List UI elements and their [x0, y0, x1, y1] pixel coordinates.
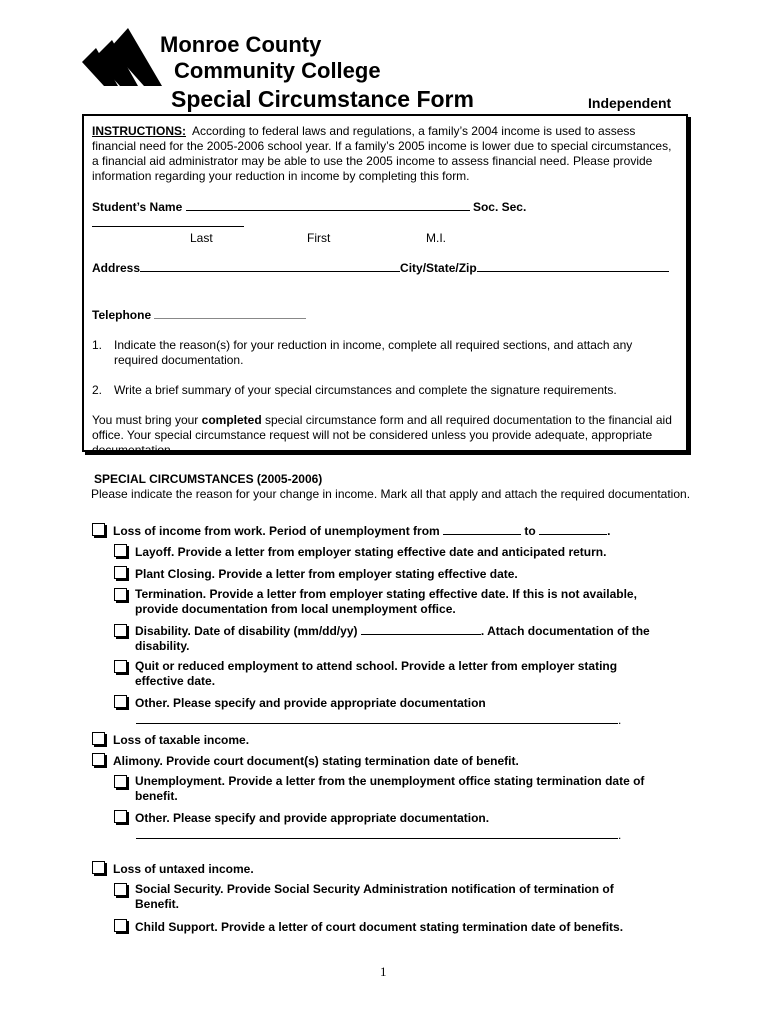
other-taxable-specify-row: . [136, 827, 621, 842]
unemployment-checkbox[interactable] [114, 775, 127, 788]
other-taxable-item [114, 810, 489, 826]
unemployment-from-field[interactable] [443, 523, 521, 535]
social-security-checkbox[interactable] [114, 883, 127, 896]
child-support-item [114, 919, 623, 935]
first-label: First [307, 231, 331, 245]
other-work-label: Other. Please specify and provide appropriate documentation [135, 696, 486, 710]
last-label: Last [190, 231, 213, 245]
soc-sec-field[interactable] [92, 215, 244, 227]
instructions-text [92, 124, 678, 184]
requirement-note-c: special circumstance form and all required documentation to the financial aid office. Your special circumstance request will not be considered unless you provide adequate, appropriate documentation. [92, 413, 672, 457]
telephone-label: Telephone [92, 308, 152, 322]
city-state-zip-label: City/State/Zip [400, 261, 477, 275]
disability-item [114, 623, 674, 654]
requirement-note-emphasis: completed [201, 413, 262, 427]
layoff-checkbox[interactable] [114, 544, 127, 557]
plant-closing-label: Plant Closing. Provide a letter from employer stating effective date. [135, 567, 518, 581]
name-sublabels [92, 231, 678, 246]
unemployment-item [114, 774, 674, 804]
loss-of-work-item: Loss of income from work. Period of unemployment from to . [92, 523, 610, 539]
step-1 [92, 338, 678, 368]
soc-sec-label: Soc. Sec. [472, 200, 527, 214]
disability-date-field[interactable] [361, 623, 481, 635]
instructions-label: INSTRUCTIONS: [92, 124, 186, 138]
other-work-checkbox[interactable] [114, 695, 127, 708]
step-1-text: Indicate the reason(s) for your reduction in income, complete all required sections, and attach any required documentation. [114, 338, 633, 367]
social-security-item [114, 882, 654, 912]
telephone-row [92, 307, 678, 323]
telephone-field[interactable] [154, 307, 306, 319]
step-2 [92, 383, 678, 398]
quit-checkbox[interactable] [114, 660, 127, 673]
alimony-item [92, 753, 519, 769]
other-work-specify-field[interactable] [136, 712, 618, 724]
form-title: Special Circumstance Form [171, 86, 474, 112]
quit-item [114, 659, 654, 689]
child-support-label: Child Support. Provide a letter of court document stating termination date of benefits. [135, 920, 624, 934]
student-name-row [92, 199, 678, 231]
mi-label: M.I. [426, 231, 446, 245]
step-2-number: 2. [92, 383, 103, 397]
other-taxable-checkbox[interactable] [114, 810, 127, 823]
other-taxable-label: Other. Please specify and provide appropriate documentation. [135, 811, 490, 825]
unemployment-label: Unemployment. Provide a letter from the unemployment office stating termination date of benefit. [135, 774, 645, 803]
section-subtitle: Please indicate the reason for your change in income. Mark all that apply and attach the required documentation. [91, 487, 691, 501]
disability-text [135, 623, 674, 654]
address-row [92, 260, 678, 276]
college-logo [82, 28, 162, 86]
termination-label: Termination. Provide a letter from employer stating effective date. If this is not available, provide documentation from local unemployment office. [135, 587, 637, 616]
step-2-text: Write a brief summary of your special circumstances and complete the signature requirements. [114, 383, 617, 397]
student-status: Independent [588, 95, 672, 111]
loss-of-work-label: Loss of income from work. Period of unemployment from [113, 524, 440, 538]
page-number: 1 [380, 964, 387, 979]
address-field[interactable] [140, 260, 400, 272]
requirement-note-a: You must bring your [92, 413, 199, 427]
layoff-item [114, 544, 606, 560]
social-security-label: Social Security. Provide Social Security Administration notification of termination of Benefit. [135, 882, 614, 911]
college-name-line1: Monroe County [160, 32, 322, 57]
disability-checkbox[interactable] [114, 624, 127, 637]
requirement-note [92, 413, 678, 458]
college-name [160, 32, 381, 84]
student-name-label: Student’s Name [92, 200, 183, 214]
other-work-specify-row: . [136, 712, 621, 727]
loss-of-work-checkbox[interactable] [92, 523, 105, 536]
loss-untaxed-item [92, 861, 254, 877]
section-title: SPECIAL CIRCUMSTANCES (2005-2006) [94, 472, 323, 486]
unemployment-to-field[interactable] [539, 523, 607, 535]
city-state-zip-field[interactable] [477, 260, 669, 272]
step-1-number: 1. [92, 338, 103, 352]
student-name-field[interactable] [186, 199, 470, 211]
child-support-checkbox[interactable] [114, 919, 127, 932]
plant-closing-checkbox[interactable] [114, 566, 127, 579]
loss-taxable-checkbox[interactable] [92, 732, 105, 745]
other-taxable-specify-field[interactable] [136, 827, 618, 839]
loss-untaxed-checkbox[interactable] [92, 861, 105, 874]
alimony-label: Alimony. Provide court document(s) stating termination date of benefit. [113, 754, 519, 768]
to-label: to [524, 524, 536, 538]
college-name-line2: Community College [174, 58, 381, 83]
plant-closing-item [114, 566, 518, 582]
instructions-body: According to federal laws and regulations, a family’s 2004 income is used to assess financial need for the 2005-2006 school year. If a family’s 2005 income is lower due to special circumstances, a financial aid administrator may be able to use the 2005 income to assess financial need. Please provide information regarding your reduction in income by completing this form. [92, 124, 672, 183]
loss-untaxed-label: Loss of untaxed income. [113, 862, 254, 876]
termination-item [114, 587, 674, 617]
instructions-box [82, 114, 688, 457]
quit-label: Quit or reduced employment to attend school. Provide a letter from employer stating effective date. [135, 659, 618, 688]
other-work-item [114, 695, 486, 711]
layoff-label: Layoff. Provide a letter from employer stating effective date and anticipated return. [135, 545, 607, 559]
loss-taxable-item [92, 732, 249, 748]
disability-label: Disability. Date of disability (mm/dd/yy) [135, 624, 358, 638]
alimony-checkbox[interactable] [92, 753, 105, 766]
address-label: Address [92, 261, 141, 275]
loss-taxable-label: Loss of taxable income. [113, 733, 250, 747]
disability-label-b: . Attach documentation of the disability. [135, 624, 650, 653]
termination-checkbox[interactable] [114, 588, 127, 601]
